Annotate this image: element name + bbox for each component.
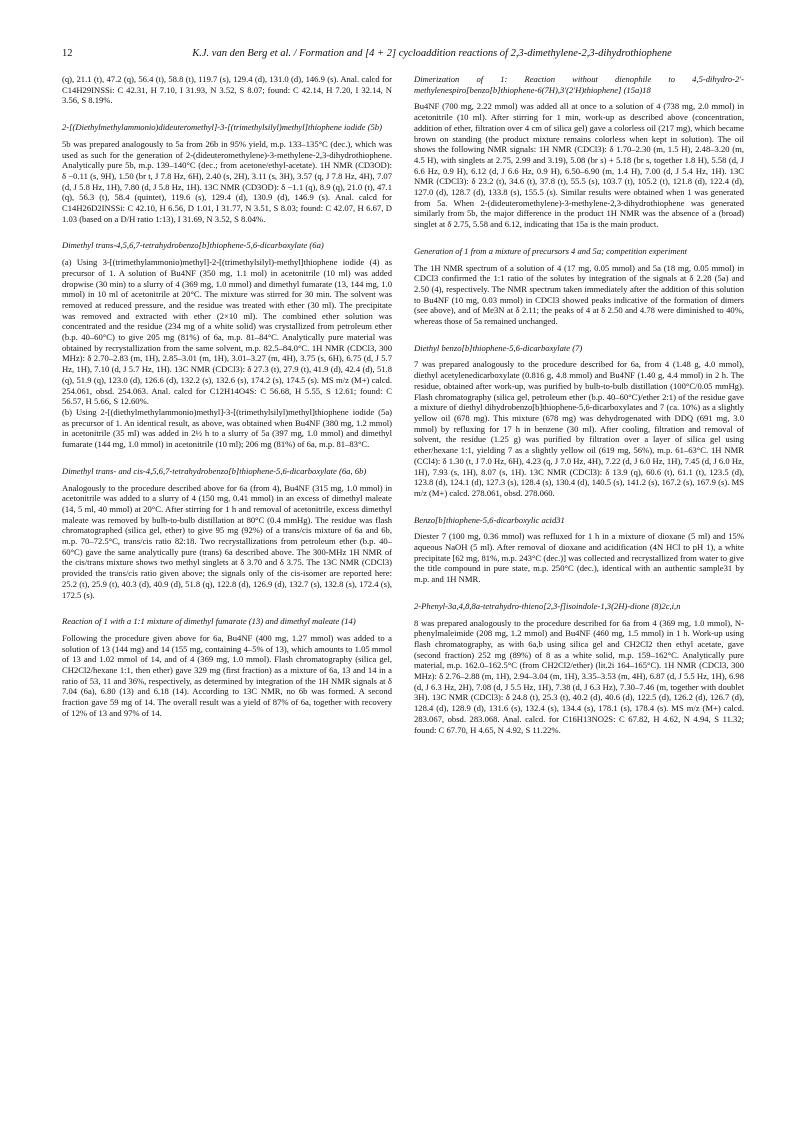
section-heading-competition: Generation of 1 from a mixture of precursors 4 and 5a; competition experiment <box>414 245 688 256</box>
paragraph-reaction-13-14: Following the procedure given above for 6a, Bu4NF (400 mg, 1.27 mmol) was added to a solution of 13 (144 mg) and 14 (155 mg, containing 4–5% of 13), which amounts to 1.05 mmol of 13 and 1.02 mmol of 14, and of 4 (369 mg, 1.0 mmol). Flash chromatography (silica gel, CH2Cl2/hexane 1:1, then ether) gave 329 mg (first fraction) as a mixture of 6a, 13 and 14 in a ratio of 53, 11 and 36%, respectively, as determined by integration of the 1H NMR signals at δ 7.04 (6a), 6.80 (13) and 6.18 (14). According to 13C NMR, no 6b was formed. A second fraction gave 59 mg of 14. The overall result was a yield of 87% of 6a, together with recovery of 12% of 13 and 97% of 14. <box>62 632 392 718</box>
paragraph-dicarboxylic-acid: Diester 7 (100 mg, 0.36 mmol) was refluxed for 1 h in a mixture of dioxane (5 ml) and 15% aqueous NaOH (5 ml). After removal of dioxane and acidification (4N HCl to pH 1), a white precipitate [62 mg, 81%, m.p. 243°C (dec.)] was collected and recrystallized from water to give the title compound in pure state, m.p. 250°C (dec.), identical with an authentic sample31 by m.p. and 1H NMR. <box>414 531 744 585</box>
running-title: K.J. van den Berg et al. / Formation and [4 + 2] cycloaddition reactions of 2,3-dimethylene-2,3-dihydrothiophene <box>192 48 672 59</box>
right-column <box>414 74 744 735</box>
paragraph-6a-method-a: (a) Using 3-[(trimethylammonio)methyl]-2-[(trimethylsilyl)-methyl]thiophene iodide (4) as precursor of 1. A solution of Bu4NF (350 mg, 1.1 mol) in acetonitrile (10 ml) was added dropwise (30 min) to a slurry of 4 (369 mg, 1.0 mmol) and dimethyl fumarate (13, 144 mg, 1.0 mmol) in 10 ml of acetonitrile at 20°C. The mixture was stirred for 30 min. The solvent was removed at reduced pressure, and the residue was treated with ether (30 ml). The precipitate was removed and extracted with ether (2×10 ml). The combined ether solution was concentrated and the residue (234 mg of a white solid) was crystallized from petroleum ether (b.p. 40–60°C) to give 205 mg (81%) of 6a, m.p. 81–84°C. Analytically pure material was obtained by recrystallization from the same solvent, m.p. 82.5–84.0°C. 1H NMR (CDCl3, 300 MHz): δ 2.70–2.83 (m, 1H), 2.85–3.01 (m, 1H), 3.01–3.27 (m, 4H), 3.75 (s, 6H), 6.75 (d, J 5.7 Hz, 1H), 7.10 (d, J 5.7 Hz, 1H). 13C NMR (CDCl3): δ 27.3 (t), 27.9 (t), 41.9 (d), 42.4 (d), 51.8 (q), 51.9 (q), 123.0 (d), 126.6 (d), 132.2 (s), 132.6 (s), 174.2 (s), 174.5 (s). MS m/z (M+) calcd. 254.061, obsd. 254.063. Anal. calcd for C12H14O4S: C 56.68, H 5.55, S 12.61; found: C 56.57, H 5.66, S 12.60%. <box>62 257 392 407</box>
page-number: 12 <box>62 48 73 59</box>
section-heading-dicarboxylic-acid: Benzo[b]thiophene-5,6-dicarboxylic acid31 <box>414 514 565 525</box>
left-column <box>62 74 392 719</box>
section-heading-dimerization: Dimerization of 1: Reaction without dienophile to 4,5-dihydro-2'-methylenespiro[benzo[b]thiophene-6(7H),3'(2'H)thiophene] (15a)18 <box>414 74 744 95</box>
paragraph-compound-8: 8 was prepared analogously to the procedure described for 6a from 4 (369 mg, 1.0 mmol), N-phenylmaleimide (208 mg, 1.2 mmol) and Bu4NF (460 mg, 1.5 mmol) in 1 h. Work-up using flash chromatography, as with 6a,b using silica gel and CH2Cl2 then ethyl acetate, gave (second fraction) 252 mg (89%) of 8 as a white solid, m.p. 159–162°C. Analytically pure material, m.p. 162.0–162.5°C (from CH2Cl2/ether) (lit.2i 164–165°C). 1H NMR (CDCl3, 300 MHz): δ 2.76–2.88 (m, 1H), 2.94–3.04 (m, 1H), 3.35–3.53 (m, 4H), 6.87 (d, J 5.5 Hz, 1H), 6.98 (d, J 6.3 Hz, 2H), 7.08 (d, J 5.5 Hz, 1H), 7.38 (d, J 6.3 Hz), 7.30–7.46 (m, together with doublet 3H). 13C NMR (CDCl3): δ 24.8 (t), 25.3 (t), 40.2 (d), 40.6 (d), 122.5 (d), 126.2 (d), 126.7 (d), 128.4 (d), 128.9 (d), 131.6 (s), 132.4 (s), 134.4 (s), 178.1 (s), 178.4 (s). MS m/z (M+) calcd. 283.067, obsd. 283.068. Anal. calcd. for C16H13NO2S: C 67.82, H 4.62, N 4.94, S 11.32; found: C 67.70, H 4.65, N 4.92, S 11.22%. <box>414 617 744 735</box>
section-heading-6a: Dimethyl trans-4,5,6,7-tetrahydrobenzo[b]thiophene-5,6-dicarboxylate (6a) <box>62 240 324 251</box>
paragraph-dimerization: Bu4NF (700 mg, 2.22 mmol) was added all at once to a solution of 4 (738 mg, 2.0 mmol) in acetonitrile (10 ml). After stirring for 1 min, work-up as described above (concentration, addition of ether, filtration over 4 cm of silica gel) gave a colorless oil (217 mg), which became brown on standing (the product mixture remains colorless when kept in solution). The oil shows the following NMR signals: 1H NMR (CDCl3): δ 1.70–2.30 (m, 1.5 H), 2.48–3.20 (m, 4.5 H), with singlets at 2.75, 2.99 and 3.19), 5.08 (br s) + 5.18 (br s, together 1.8 H), 5.58 (d, J 6.6 Hz, 0.9 H), 6.12 (d, J 6.6 Hz, 0.9 H), 6.50–6.90 (m, 1.4 H), 7.00 (d, J 5.4 Hz, 1H). 13C NMR (CDCl3): δ 23.2 (t), 34.6 (t), 37.8 (t), 55.5 (s), 103.7 (t), 105.2 (t), 121.8 (d), 122.4 (d), 127.0 (d), 128.7 (d), 133.8 (s), 155.5 (s). Similar results were obtained when 1 was generated from 5a. When 2-(dideuteromethylene)-3-methylene-2,3-dihydrothiophene was generated similarly from 5b, the major difference in the product 1H NMR was the absence of a (broad) singlet at δ 2.75, 5.58 and 6.12, indicating that 15a is the main product. <box>414 101 744 230</box>
section-heading-6a-6b: Dimethyl trans- and cis-4,5,6,7-tetrahydrobenzo[b]thiophene-5,6-dicarboxylate (6a, 6b) <box>62 465 367 476</box>
page-header <box>62 48 742 64</box>
section-heading-reaction-13-14: Reaction of 1 with a 1:1 mixture of dimethyl fumarate (13) and dimethyl maleate (14) <box>62 616 356 627</box>
paragraph-5b: 5b was prepared analogously to 5a from 26b in 95% yield, m.p. 133–135°C (dec.), which was used as such for the generation of 2-(dideuteromethylene)-3-methylene-2,3-dihydrothiophene. Analytically pure 5b, m.p. 139–140°C (dec.; from acetone/ethyl-acetate). 1H NMR (CD3OD): δ −0.11 (s, 9H), 1.50 (br t, J 7.8 Hz, 6H), 2.40 (s, 2H), 3.11 (s, 3H), 3.57 (q, J 7.8 Hz, 4H), 7.07 (d, J 5.8 Hz, 1H), 7.80 (d, J 5.8 Hz, 1H). 13C NMR (CD3OD): δ −1.1 (q), 8.9 (q), 21.0 (t), 47.1 (q), 56.3 (t), 58.4 (quintet), 119.6 (s), 129.4 (d), 130.9 (d), 146.9 (s). Anal. calcd for C14H26D2INSSi: C 42.10, H 6.56, D 1.01, I 31.77, N 3.51, S 8.03; found: C 42.07, H 6.67, D 1.03 (based on a D/H ratio 1:13), I 31.69, N 3.52, S 8.04%. <box>62 138 392 224</box>
section-heading-5b: 2-[(Diethylmethylammonio)dideuteromethyl]-3-[(trimethylsilyl)methyl]thiophene iodide (5b) <box>62 122 382 133</box>
paragraph-6a-method-b: (b) Using 2-[(diethylmethylammonio)methyl]-3-[(trimethylsilyl)methyl]thiophene iodide (5a) as precursor of 1. An identical result, as above, was obtained when Bu4NF (380 mg, 1.2 mmol) in acetonitrile (35 ml) was added in 2½ h to a slurry of 5a (397 mg, 1.0 mmol) and dimethyl fumarate (144 mg, 1.0 mmol) in acetonitrile (10 ml); 206 mg (81%) of 6a, m.p. 81–83°C. <box>62 406 392 450</box>
paragraph-diethyl-7: 7 was prepared analogously to the procedure described for 6a, from 4 (1.48 g, 4.0 mmol), diethyl acetylenedicarboxylate (0.816 g, 4.8 mmol) and Bu4NF (1.40 g, 4.4 mmol) in 2 h. The residue, obtained after work-up, was purified by bulb-to-bulb distillation (100°C/0.05 mmHg). Flash chromatography (silica gel, petroleum ether (b.p. 40–60°C)/ether 2:1) of the residue gave a mixture of diethyl dihydrobenzo[b]thiophene-5,6-dicarboxylates and 7 (ca. 10%) as a slightly yellow oil (678 mg). This mixture (678 mg) was dehydrogenated with DDQ (691 mg, 3.0 mmol) by refluxing for 17 h in benzene (30 ml). After cooling, filtration and removal of solvent, the residue (1.25 g) was purified by filtration over a layer of silica gel using ether/hexane 1:1, yielding 7 as a slightly yellow oil (619 mg, 56%), m.p. 61–63°C. 1H NMR (CCl4): δ 1.30 (t, J 7.0 Hz, 6H), 4.23 (q, J 7.0 Hz, 4H), 7.22 (d, J 6.0 Hz, 1H), 7.45 (d, J 6.0 Hz, 1H), 7.93 (s, 1H), 8.07 (s, 1H). 13C NMR (CDCl3): δ 13.9 (q), 60.6 (t), 61.1 (t), 123.5 (d), 123.8 (d), 124.1 (d), 127.3 (s), 128.4 (s), 130.4 (d), 140.5 (s), 141.2 (s), 167.2 (s), 167.9 (s). MS m/z (M+) calcd. 278.061, obsd. 278.060. <box>414 359 744 498</box>
section-heading-compound-8: 2-Phenyl-3a,4,8,8a-tetrahydro-thieno[2,3-f]isoindole-1,3(2H)-dione (8)2c,i,n <box>414 600 681 611</box>
paragraph-6a-6b: Analogously to the procedure described above for 6a (from 4), Bu4NF (315 mg, 1.0 mmol) in acetonitrile was added to a slurry of 4 (150 mg, 0.41 mmol) in an excess of dimethyl maleate (14, 5 ml, 40 mmol) at 20°C. After stirring for 1 h and removal of acetonitrile, excess dimethyl maleate was removed by bulb-to-bulb distillation at 80°C (0.4 mmHg). The residue was flash chromatographed (silica gel, ether) to give 95 mg (92%) of a trans/cis mixture of 6a and 6b, m.p. 70–72.5°C, trans/cis ratio 82:18. Two recrystallizations from petroleum ether (b.p. 40–60°C) gave the same analytically pure (trans) 6a described above. The 300-MHz 1H NMR of the cis/trans mixture shows two methyl singlets at δ 3.70 and δ 3.75. The 13C NMR (CDCl3) provided the trans/cis ratio given above; the signals only of the cis-isomer are reported here: 25.2 (t), 25.9 (t), 40.3 (d), 40.9 (d), 51.8 (q), 122.8 (d), 126.9 (d), 132.7 (s), 132.8 (s), 172.4 (s), 172.5 (s). <box>62 482 392 600</box>
paragraph-anal-5a: (q), 21.1 (t), 47.2 (q), 56.4 (t), 58.8 (t), 119.7 (s), 129.4 (d), 131.0 (d), 146.9 (s). Anal. calcd for C14H29INSSi: C 42.31, H 7.10, I 31.93, N 3.52, S 8.07; found: C 42.14, H 7.20, I 32.14, N 3.56, S 8.19%. <box>62 74 392 106</box>
section-heading-diethyl-7: Diethyl benzo[b]thiophene-5,6-dicarboxylate (7) <box>414 342 583 353</box>
paragraph-competition: The 1H NMR spectrum of a solution of 4 (17 mg, 0.05 mmol) and 5a (18 mg, 0.05 mmol) in CDCl3 confirmed the 1:1 ratio of the solutes by integration of the signals at δ 2.28 (5a) and 2.50 (4), respectively. The NMR spectrum taken immediately after the addition of this solution to Bu4NF (10 mg, 0.03 mmol) in CDCl3 showed peaks indicative of the formation of dimers (see above), and of Me3N at δ 2.11; the peaks of 4 at δ 2.50 and 4.78 were diminished to 40%, whereas those of 5a remained unchanged. <box>414 262 744 327</box>
